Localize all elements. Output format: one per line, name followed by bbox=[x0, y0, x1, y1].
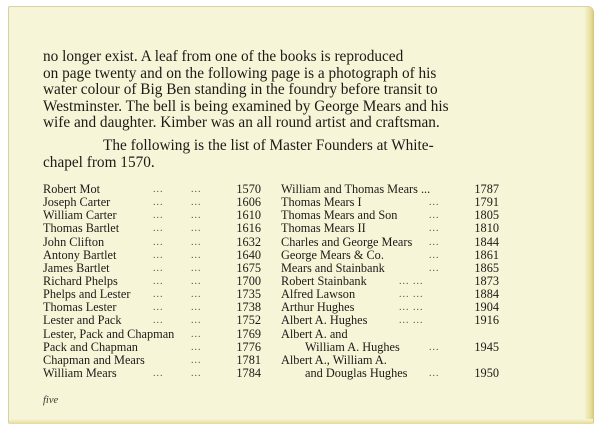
founder-name-continued: and Douglas Hughes bbox=[305, 365, 408, 380]
page-edge bbox=[584, 7, 594, 423]
founder-name: William and Thomas Mears ... bbox=[281, 182, 431, 196]
founder-year: 1805 bbox=[474, 208, 499, 223]
founder-year: 1945 bbox=[474, 339, 499, 354]
founder-row bbox=[281, 354, 505, 380]
book-page bbox=[8, 6, 594, 424]
leader-dots: ... bbox=[429, 367, 440, 379]
founder-name: George Mears & Co. bbox=[281, 247, 384, 262]
leader-dots: ... bbox=[153, 289, 164, 301]
founder-year: 1606 bbox=[236, 195, 261, 210]
founder-year: 1616 bbox=[236, 221, 261, 236]
founders-list-right bbox=[281, 183, 505, 380]
founder-name: Mears and Stainbank bbox=[281, 260, 385, 275]
body-paragraph bbox=[43, 49, 505, 132]
founder-name: Thomas Bartlet bbox=[43, 221, 120, 236]
founder-year: 1884 bbox=[474, 287, 499, 302]
founder-name: Thomas Lester bbox=[43, 300, 117, 315]
leader-dots: ... bbox=[429, 341, 440, 353]
leader-dots: ... bbox=[429, 223, 440, 235]
founder-name: Pack and Chapman bbox=[43, 339, 138, 354]
leader-dots: ... bbox=[429, 236, 440, 248]
founder-row bbox=[43, 249, 263, 262]
founder-year: 1769 bbox=[236, 326, 261, 341]
leader-dots: ... bbox=[191, 315, 202, 327]
founder-name: Robert Mot bbox=[43, 182, 101, 196]
founders-list-left bbox=[43, 183, 263, 380]
founder-year: 1865 bbox=[474, 260, 499, 275]
founder-row bbox=[43, 236, 263, 249]
founder-row bbox=[43, 367, 263, 380]
founder-row bbox=[43, 262, 263, 275]
founder-year: 1861 bbox=[474, 247, 499, 262]
founder-name: Lester and Pack bbox=[43, 313, 122, 328]
founder-year: 1787 bbox=[474, 182, 499, 196]
leader-dots: ... bbox=[191, 354, 202, 366]
founder-name: Joseph Carter bbox=[43, 195, 111, 210]
founder-year: 1791 bbox=[474, 195, 499, 210]
leader-dots: ... bbox=[153, 236, 164, 248]
leader-dots: ... ... bbox=[399, 315, 424, 327]
founder-year: 1810 bbox=[474, 221, 499, 236]
founder-name: William Mears bbox=[43, 365, 117, 380]
founder-name: William Carter bbox=[43, 208, 117, 223]
founder-year: 1700 bbox=[236, 273, 261, 288]
founder-year: 1752 bbox=[236, 313, 261, 328]
founder-year: 1784 bbox=[236, 365, 261, 380]
founder-row bbox=[281, 314, 505, 327]
leader-dots: ... bbox=[429, 197, 440, 209]
leader-dots: ... bbox=[153, 262, 164, 274]
founder-row bbox=[43, 341, 263, 354]
founder-year: 1640 bbox=[236, 247, 261, 262]
founder-name: Richard Phelps bbox=[43, 273, 118, 288]
founder-name: Albert A., William A. bbox=[281, 352, 387, 367]
founder-name: Alfred Lawson bbox=[281, 287, 356, 302]
leader-dots: ... bbox=[153, 197, 164, 209]
founder-row bbox=[281, 222, 505, 235]
leader-dots: ... bbox=[153, 184, 164, 195]
leader-dots: ... bbox=[191, 249, 202, 261]
text-line: wife and daughter. Kimber was an all round artist and craftsman. bbox=[43, 114, 440, 132]
leader-dots: ... bbox=[153, 367, 164, 379]
founder-row bbox=[281, 328, 505, 354]
page-bottom-edge bbox=[9, 419, 593, 424]
leader-dots: ... bbox=[191, 262, 202, 274]
leader-dots: ... bbox=[191, 223, 202, 235]
founder-year: 1844 bbox=[474, 234, 499, 249]
leader-dots: ... bbox=[191, 236, 202, 248]
leader-dots: ... bbox=[153, 210, 164, 222]
founder-row bbox=[43, 314, 263, 327]
founder-name: James Bartlet bbox=[43, 260, 110, 275]
founder-name: Thomas Mears I bbox=[281, 195, 362, 210]
leader-dots: ... bbox=[191, 289, 202, 301]
founder-name: Albert A. Hughes bbox=[281, 313, 368, 328]
founder-row bbox=[43, 328, 263, 341]
leader-dots: ... bbox=[429, 210, 440, 222]
leader-dots: ... bbox=[153, 249, 164, 261]
text-line: on page twenty and on the following page is a photograph of his bbox=[43, 64, 437, 82]
leader-dots: ... bbox=[153, 315, 164, 327]
founder-year: 1675 bbox=[236, 260, 261, 275]
text-line: The following is the list of Master Founders at White- bbox=[103, 137, 434, 154]
text-line: water colour of Big Ben standing in the foundry before transit to bbox=[43, 81, 438, 99]
leader-dots: ... bbox=[153, 223, 164, 235]
leader-dots: ... bbox=[191, 197, 202, 209]
leader-dots: ... bbox=[429, 262, 440, 274]
founder-year: 1904 bbox=[474, 300, 499, 315]
leader-dots: ... bbox=[191, 367, 202, 379]
founder-year: 1570 bbox=[236, 182, 261, 196]
founder-row bbox=[281, 236, 505, 249]
founder-name: Charles and George Mears bbox=[281, 234, 413, 249]
leader-dots: ... bbox=[191, 341, 202, 353]
founder-year: 1781 bbox=[236, 352, 261, 367]
founder-year: 1776 bbox=[236, 339, 261, 354]
founder-year: 1916 bbox=[474, 313, 499, 328]
leader-dots: ... bbox=[191, 184, 202, 195]
founder-name: Thomas Mears II bbox=[281, 221, 366, 236]
founder-name: Antony Bartlet bbox=[43, 247, 117, 262]
leader-dots: ... bbox=[191, 210, 202, 222]
founder-row bbox=[281, 249, 505, 262]
founder-year: 1873 bbox=[474, 273, 499, 288]
text-line: no longer exist. A leaf from one of the books is reproduced bbox=[43, 48, 404, 65]
founder-name: Robert Stainbank bbox=[281, 273, 367, 288]
leader-dots: ... bbox=[191, 328, 202, 340]
founder-year: 1735 bbox=[236, 287, 261, 302]
founder-year: 1950 bbox=[474, 365, 499, 380]
founder-row bbox=[281, 262, 505, 275]
page-number: five bbox=[43, 395, 59, 406]
leader-dots: ... bbox=[191, 302, 202, 314]
leader-dots: ... ... bbox=[399, 289, 424, 301]
founder-name: John Clifton bbox=[43, 234, 105, 249]
founder-name: Thomas Mears and Son bbox=[281, 208, 398, 223]
founder-name-continued: William A. Hughes bbox=[305, 339, 400, 354]
leader-dots: ... bbox=[153, 302, 164, 314]
leader-dots: ... bbox=[153, 275, 164, 287]
intro-paragraph bbox=[43, 138, 505, 171]
leader-dots: ... bbox=[191, 275, 202, 287]
founder-year: 1738 bbox=[236, 300, 261, 315]
text-line: Westminster. The bell is being examined by George Mears and his bbox=[43, 97, 449, 115]
founder-name: Phelps and Lester bbox=[43, 287, 131, 302]
founder-row bbox=[43, 354, 263, 367]
founder-name: Chapman and Mears bbox=[43, 352, 145, 367]
founder-year: 1610 bbox=[236, 208, 261, 223]
text-line: chapel from 1570. bbox=[43, 153, 155, 171]
founder-row bbox=[43, 222, 263, 235]
leader-dots: ... bbox=[429, 249, 440, 261]
leader-dots: ... ... bbox=[399, 302, 424, 314]
founder-name: Arthur Hughes bbox=[281, 300, 355, 315]
leader-dots: ... ... bbox=[399, 275, 424, 287]
founder-name: Lester, Pack and Chapman bbox=[43, 326, 175, 341]
founder-name: Albert A. and bbox=[281, 326, 348, 341]
founder-year: 1632 bbox=[236, 234, 261, 249]
